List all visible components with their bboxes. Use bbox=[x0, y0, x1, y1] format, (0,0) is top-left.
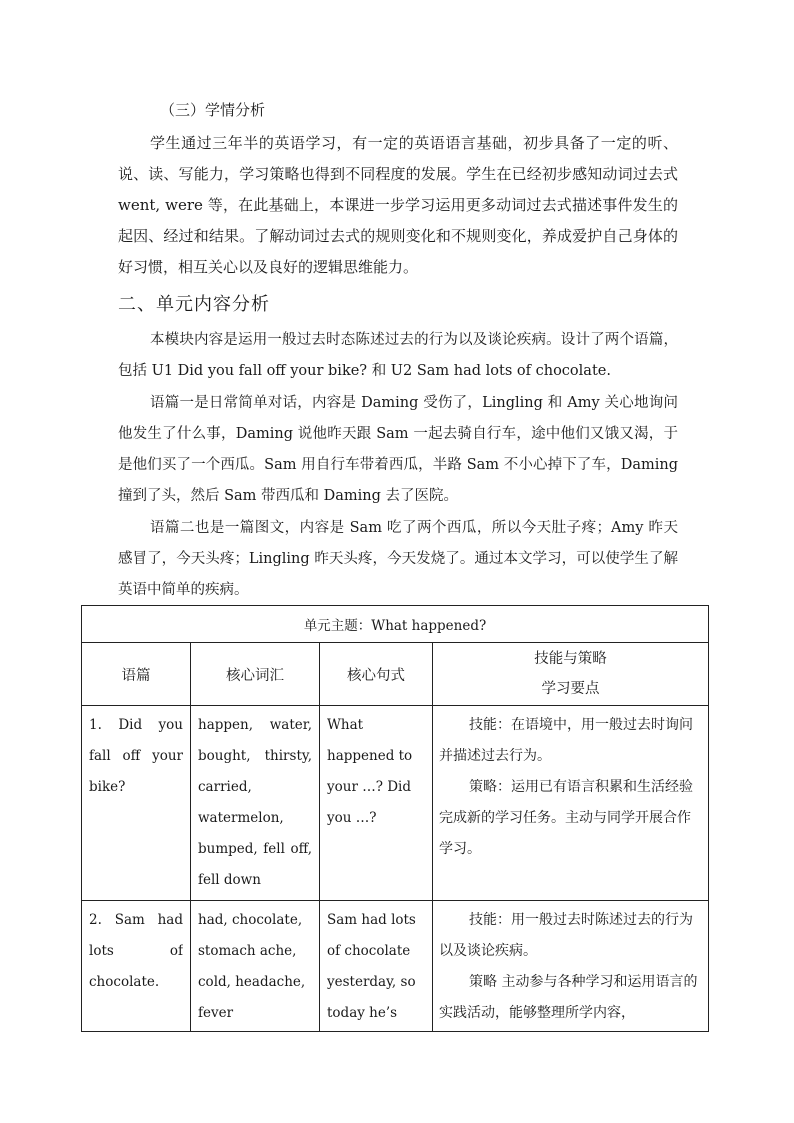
row1-vocab: happen, water, bought, thirsty, carried, watermelon, bumped, fell off, fell down bbox=[191, 706, 320, 901]
unit-analysis-paragraph-2: 语篇一是日常简单对话，内容是 Daming 受伤了，Lingling 和 Amy 关心地询问他发生了什么事，Daming 说他昨天跟 Sam 一起去骑自行车，途中他们又饿又渴，于是他们买了一个西瓜。Sam 用自行车带着西瓜，半路 Sam 不小心掉下了车，Daming 撞到了头，然后 Sam 带西瓜和 Daming 去了医院。 bbox=[118, 395, 678, 504]
table-row bbox=[82, 901, 709, 1032]
unit-content-table bbox=[81, 605, 709, 1032]
table-row bbox=[82, 706, 709, 901]
row2-vocab: had, chocolate, stomach ache, cold, headache, fever bbox=[198, 912, 306, 1021]
header-vocab: 核心词汇 bbox=[191, 643, 320, 706]
unit-analysis-paragraph-3: 语篇二也是一篇图文，内容是 Sam 吃了两个西瓜，所以今天肚子疼；Amy 昨天感冒了，今天头疼；Lingling 昨天头疼，今天发烧了。通过本文学习，可以使学生了解英语中简单的疾病。 bbox=[118, 520, 678, 598]
header-keypoints-label: 学习要点 bbox=[541, 681, 600, 697]
table-title: 单元主题：What happened? bbox=[82, 606, 709, 643]
table-header-row bbox=[82, 643, 709, 706]
header-pattern: 核心句式 bbox=[320, 643, 433, 706]
section-heading-learner-analysis: （三）学情分析 bbox=[160, 101, 266, 119]
row2-skills bbox=[433, 901, 709, 1032]
section-heading-unit-analysis: 二、单元内容分析 bbox=[118, 294, 270, 315]
row1-text: 1. Did you fall off your bike? bbox=[82, 706, 191, 901]
row2-vocab-cell bbox=[191, 901, 320, 1032]
row2-text-cell bbox=[82, 901, 191, 1032]
row1-strategy: 策略：运用已有语言积累和生活经验完成新的学习任务。主动与同学开展合作学习。 bbox=[439, 779, 693, 857]
unit-analysis-paragraph-1: 本模块内容是运用一般过去时态陈述过去的行为以及谈论疾病。设计了两个语篇，包括 U1 Did you fall off your bike? 和 U2 Sam had lots of chocolate. bbox=[118, 332, 678, 379]
row2-text: 2. Sam had lots of chocolate. bbox=[89, 912, 183, 990]
learner-analysis-paragraph: 学生通过三年半的英语学习，有一定的英语语言基础，初步具备了一定的听、说、读、写能力，学习策略也得到不同程度的发展。学生在已经初步感知动词过去式 went, were 等，在此基础上，本课进一步学习运用更多动词过去式描述事件发生的起因、经过和结果。了解动词过去式的规则变化和不规则变化，养成爱护自己身体的好习惯，相互关心以及良好的逻辑思维能力。 bbox=[118, 134, 678, 276]
row2-pattern: Sam had lots of chocolate yesterday, so today he’s bbox=[327, 912, 416, 1021]
row2-pattern-cell bbox=[320, 901, 433, 1032]
header-text: 语篇 bbox=[82, 643, 191, 706]
row1-skill: 技能：在语境中，用一般过去时询问并描述过去行为。 bbox=[439, 717, 693, 764]
header-skills-label: 技能与策略 bbox=[534, 651, 607, 667]
row1-skills bbox=[433, 706, 709, 901]
row2-strategy: 策略 主动参与各种学习和运用语言的实践活动，能够整理所学内容， bbox=[439, 974, 698, 1021]
row2-skill: 技能：用一般过去时陈述过去的行为以及谈论疾病。 bbox=[439, 912, 693, 959]
header-skills bbox=[433, 643, 709, 706]
row1-pattern: What happened to your …? Did you …? bbox=[320, 706, 433, 901]
